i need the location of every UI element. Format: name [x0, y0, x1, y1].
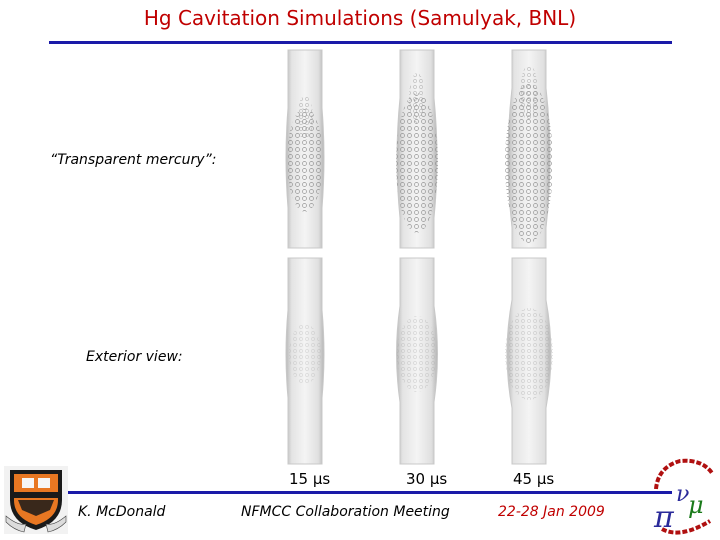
- svg-text:ν: ν: [676, 482, 690, 507]
- time-label-45us: 45 µs: [513, 470, 555, 488]
- label-transparent-mercury: “Transparent mercury”:: [50, 152, 217, 168]
- princeton-shield-logo: [4, 466, 68, 534]
- footer-date: 22-28 Jan 2009: [498, 504, 605, 520]
- exterior-jet-45us: [505, 258, 553, 464]
- footer-meeting: NFMCC Collaboration Meeting: [241, 504, 450, 520]
- exterior-jet-15us: [286, 258, 324, 464]
- slide-title: Hg Cavitation Simulations (Samulyak, BNL): [143, 6, 577, 30]
- neutrino-factory-muon-collider-logo: [650, 455, 716, 537]
- simulation-images: [280, 48, 580, 466]
- footer-rule: [49, 491, 672, 494]
- transparent-jet-45us: [505, 50, 553, 248]
- transparent-jet-30us: [396, 50, 438, 248]
- transparent-jet-15us: [286, 50, 324, 248]
- svg-text:μ: μ: [688, 491, 704, 519]
- svg-text:π: π: [654, 500, 674, 535]
- title-rule: [49, 41, 672, 44]
- label-exterior-view: Exterior view:: [86, 349, 183, 365]
- time-label-15us: 15 µs: [289, 470, 331, 488]
- exterior-jet-30us: [397, 258, 438, 464]
- time-label-30us: 30 µs: [406, 470, 448, 488]
- footer-author: K. McDonald: [78, 504, 166, 520]
